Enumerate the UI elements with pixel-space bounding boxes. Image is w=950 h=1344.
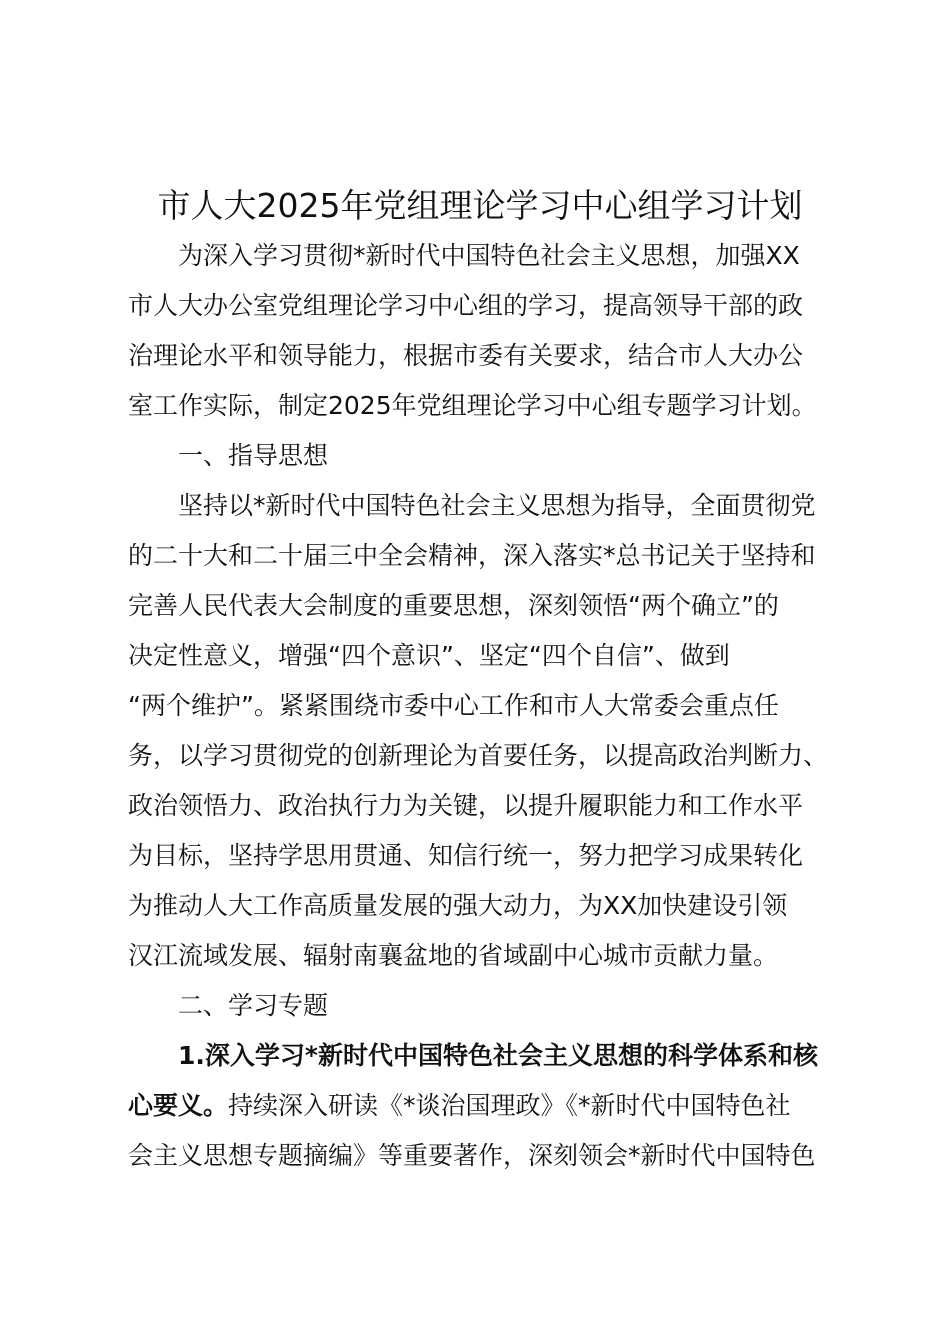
intro-line: 为深入学习贯彻*新时代中国特色社会主义思想，加强XX bbox=[178, 241, 800, 270]
section1-line: 为推动人大工作高质量发展的强大动力，为XX加快建设引领 bbox=[128, 891, 788, 920]
intro-line: 室工作实际，制定2025年党组理论学习中心组专题学习计划。 bbox=[128, 391, 817, 420]
item1-text: 持续深入研读《*谈治国理政》《*新时代中国特色社 bbox=[228, 1091, 791, 1120]
section1-line: “两个维护”。紧紧围绕市委中心工作和市人大常委会重点任 bbox=[128, 691, 779, 720]
section1-line: 完善人民代表大会制度的重要思想，深刻领悟“两个确立”的 bbox=[128, 591, 779, 620]
intro-line: 市人大办公室党组理论学习中心组的学习，提高领导干部的政 bbox=[128, 291, 804, 320]
section1-line: 坚持以*新时代中国特色社会主义思想为指导，全面贯彻党 bbox=[178, 491, 816, 520]
item1-line: 会主义思想专题摘编》等重要著作，深刻领会*新时代中国特色 bbox=[128, 1141, 816, 1170]
item1-line bbox=[128, 1081, 833, 1131]
section1-line: 务，以学习贯彻党的创新理论为首要任务，以提高政治判断力、 bbox=[128, 741, 829, 770]
section1-line: 政治领悟力、政治执行力为关键，以提升履职能力和工作水平 bbox=[128, 791, 804, 820]
section1-line: 为目标，坚持学思用贯通、知信行统一，努力把学习成果转化 bbox=[128, 841, 804, 870]
intro-line: 治理论水平和领导能力，根据市委有关要求，结合市人大办公 bbox=[128, 341, 804, 370]
section1-line: 的二十大和二十届三中全会精神，深入落实*总书记关于坚持和 bbox=[128, 541, 816, 570]
item1-heading-line: 1.深入学习*新时代中国特色社会主义思想的科学体系和核 bbox=[178, 1041, 818, 1070]
section1-heading: 一、指导思想 bbox=[178, 441, 329, 470]
document-title: 市人大2025年党组理论学习中心组学习计划 bbox=[157, 186, 803, 225]
section1-line: 汉江流域发展、辐射南襄盆地的省域副中心城市贡献力量。 bbox=[128, 941, 779, 970]
section1-line: 决定性意义，增强“四个意识”、坚定“四个自信”、做到 bbox=[128, 641, 730, 670]
item1-heading-end: 心要义。 bbox=[128, 1091, 229, 1120]
section2-heading: 二、学习专题 bbox=[178, 991, 329, 1020]
document-body bbox=[128, 231, 833, 1181]
